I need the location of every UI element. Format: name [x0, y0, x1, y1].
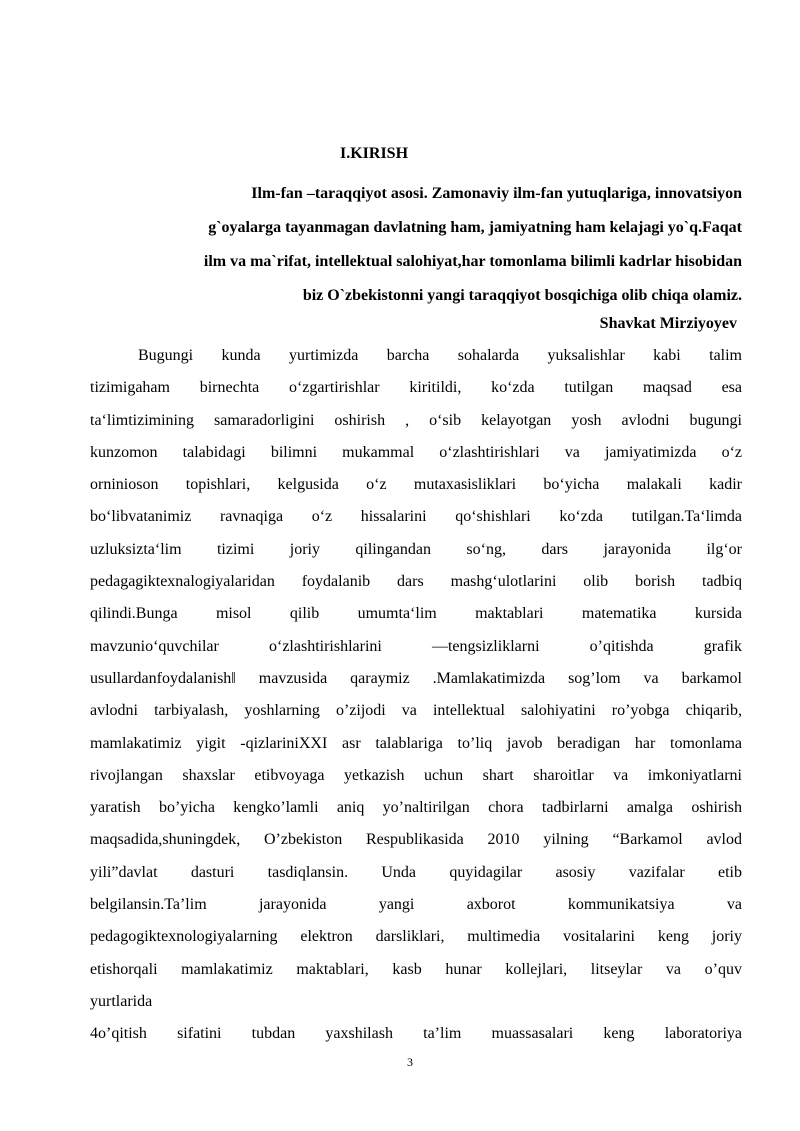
epigraph-author: Shavkat Mirziyoyev	[599, 315, 737, 332]
body-line: uzluksizta‘lim tizimi joriy qilingandan so‘ng, dars jarayonida ilg‘or	[90, 540, 742, 558]
body-line: maqsadida,shuningdek, O’zbekiston Respublikasida 2010 yilning “Barkamol avlod	[90, 831, 742, 849]
body-line: pedagogiktexnologiyalarning elektron darsliklari, multimedia vositalarini keng joriy	[90, 928, 742, 946]
body-line: avlodni tarbiyalash, yoshlarning o’zijodi va intellektual salohiyatini ro’yobga chiqarib,	[90, 702, 742, 720]
body-line: rivojlangan shaxslar etibvoyaga yetkazish uchun shart sharoitlar va imkoniyatlarni	[90, 766, 742, 784]
body-line: Bugungi kunda yurtimizda barcha sohalarda yuksalishlar kabi talim	[138, 347, 742, 364]
body-line: qilindi.Bunga misol qilib umumta‘lim maktablari matematika kursida	[90, 605, 742, 623]
epigraph-line: g`oyalarga tayanmagan davlatning ham, jamiyatning ham kelajagi yo`q.Faqat	[208, 219, 742, 236]
body-line: kunzomon talabidagi bilimni mukammal o‘zlashtirishlari va jamiyatimizda o‘z	[90, 443, 742, 461]
body-line: tizimigaham birnechta o‘zgartirishlar kiritildi, ko‘zda tutilgan maqsad esa	[90, 379, 742, 397]
body-line: usullardanfoydalanish‖ mavzusida qaraymiz .Mamlakatimizda sog’lom va barkamol	[90, 669, 742, 687]
body-line: orninioson topishlari, kelgusida o‘z mutaxasisliklari bo‘yicha malakali kadir	[90, 476, 742, 494]
epigraph-line: biz O`zbekistonni yangi taraqqiyot bosqichiga olib chiqa olamiz.	[302, 287, 742, 304]
epigraph	[95, 177, 742, 313]
body-line: yurtlarida	[90, 992, 153, 1010]
body-line: ta‘limtizimining samaradorligini oshirish , o‘sib kelayotgan yosh avlodni bugungi	[90, 411, 742, 429]
body-line: pedagagiktexnalogiyalaridan foydalanib dars mashg‘ulotlarini olib borish tadbiq	[90, 573, 742, 591]
body-line: belgilansin.Ta’lim jarayonida yangi axborot kommunikatsiya va	[90, 896, 742, 914]
body-line: mavzunio‘quvchilar o‘zlashtirishlarini ―tengsizliklarni o’qitishda grafik	[90, 637, 742, 655]
body-line: yaratish bo’yicha kengko’lamli aniq yo’naltirilgan chora tadbirlarni amalga oshirish	[90, 799, 742, 817]
body-line: 4o’qitish sifatini tubdan yaxshilash ta’lim muassasalari keng laboratoriya	[90, 1025, 742, 1043]
epigraph-line: ilm va ma`rifat, intellektual salohiyat,har tomonlama bilimli kadrlar hisobidan	[203, 253, 742, 270]
body-line: bo‘libvatanimiz ravnaqiga o‘z hissalarini qo‘shishlari ko‘zda tutilgan.Ta‘limda	[90, 508, 742, 526]
body-line: yili”davlat dasturi tasdiqlansin. Unda quyidagilar asosiy vazifalar etib	[90, 863, 742, 881]
body-line: mamlakatimiz yigit -qizlariniXXI asr talablariga to’liq javob beradigan har tomonlama	[90, 734, 742, 752]
page-number: 3	[407, 1055, 413, 1069]
section-heading: I.KIRISH	[340, 145, 409, 162]
body-line: etishorqali mamlakatimiz maktablari, kasb hunar kollejlari, litseylar va o’quv	[90, 960, 742, 978]
epigraph-line: Ilm-fan –taraqqiyot asosi. Zamonaviy ilm-fan yutuqlariga, innovatsiyon	[251, 185, 742, 202]
body-paragraph	[90, 340, 742, 1051]
